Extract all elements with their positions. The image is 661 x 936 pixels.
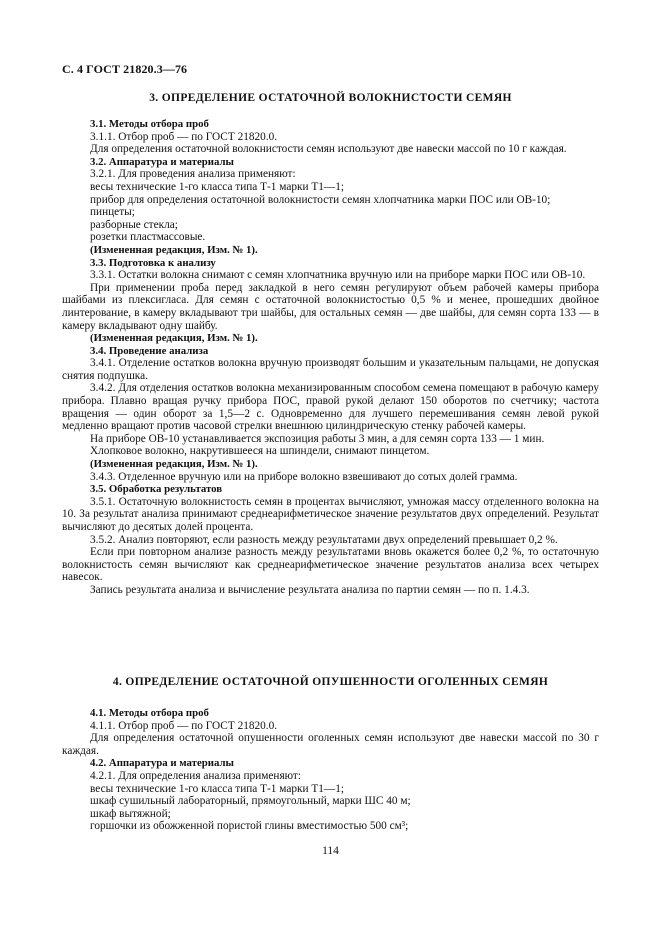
paragraph: 3.3.1. Остатки волокна снимают с семян хлопчатника вручную или на приборе марки ПОС или ОВ-10. <box>90 269 586 282</box>
edition-note: (Измененная редакция, Изм. № 1). <box>90 243 258 256</box>
edition-note: (Измененная редакция, Изм. № 1). <box>90 458 258 471</box>
list-item: шкаф сушильный лабораторный, прямоугольный, марки ШС 40 м; <box>90 795 411 808</box>
page-number: 114 <box>322 845 339 857</box>
list-item: прибор для определения остаточной волокнистости семян хлопчатника марки ПОС или ОВ-10; <box>90 193 551 206</box>
paragraph: При применении проба перед закладкой в него семян регулируют объем рабочей камеры прибора шайбами из плексигласа. Для семян с остаточной волокнистостью 0,5 % и менее, прошедших двойное линтерование, в камеру вкладывают три шайбы, для остальных семян — две шайбы, для семян сорта 133 — в камеру вкладывают одну шайбу. <box>62 281 599 332</box>
list-item: горшочки из обожженной пористой глины вместимостью 500 см³; <box>90 820 409 833</box>
list-item: весы технические 1-го класса типа Т-1 марки Т1—1; <box>90 782 345 795</box>
subheading: 3.4. Проведение анализа <box>90 344 209 357</box>
list-item: весы технические 1-го класса типа Т-1 марки Т1—1; <box>90 180 345 193</box>
paragraph: Хлопковое волокно, накрутившееся на шпиндели, снимают пинцетом. <box>90 445 430 458</box>
page-header: С. 4 ГОСТ 21820.3—76 <box>62 62 188 76</box>
list-item: пинцеты; <box>90 206 135 219</box>
section-3-title: 3. ОПРЕДЕЛЕНИЕ ОСТАТОЧНОЙ ВОЛОКНИСТОСТИ СЕМЯН <box>149 92 512 104</box>
paragraph: Для определения остаточной опушенности оголенных семян используют две навески массой по 30 г каждая. <box>62 732 599 757</box>
section-4-body <box>62 707 599 833</box>
paragraph: На приборе ОВ-10 устанавливается экспозиция работы 3 мин, а для семян сорта 133 — 1 мин. <box>90 432 545 445</box>
subheading: 4.1. Методы отбора проб <box>90 707 209 719</box>
section-4-title: 4. ОПРЕДЕЛЕНИЕ ОСТАТОЧНОЙ ОПУШЕННОСТИ ОГОЛЕННЫХ СЕМЯН <box>112 676 549 688</box>
subheading: 3.2. Аппаратура и материалы <box>90 155 234 168</box>
section-3-body <box>62 118 599 597</box>
paragraph: 3.2.1. Для проведения анализа применяют: <box>90 168 296 181</box>
edition-note: (Измененная редакция, Изм. № 1). <box>90 332 258 345</box>
paragraph: 3.4.1. Отделение остатков волокна вручную производят большим и указательным пальцами, не допуская снятия подпушка. <box>62 357 599 382</box>
subheading: 3.1. Методы отбора проб <box>90 118 209 130</box>
subheading: 4.2. Аппаратура и материалы <box>90 757 234 770</box>
subheading: 3.3. Подготовка к анализу <box>90 256 216 269</box>
paragraph: 4.1.1. Отбор проб — по ГОСТ 21820.0. <box>90 719 278 732</box>
list-item: розетки пластмассовые. <box>90 231 206 244</box>
paragraph: Запись результата анализа и вычисление результата анализа по партии семян — по п. 1.4.3. <box>90 583 530 596</box>
list-item: шкаф вытяжной; <box>90 807 171 820</box>
paragraph: 3.4.2. Для отделения остатков волокна механизированным способом семена помещают в рабочую камеру прибора. Плавно вращая ручку прибора ПОС, правой рукой делают 150 оборотов по счетчику; частота вращения — один оборот за 1,5—2 с. Одновременно для лучшего перемешивания семян левой рукой медленно вращают против часовой стрелки внешнюю цилиндрическую стенку рабочей камеры. <box>62 382 599 433</box>
list-item: разборные стекла; <box>90 218 178 231</box>
paragraph: Если при повторном анализе разность между результатами вновь окажется более 0,2 %, то остаточную волокнистость семян вычисляют как среднеарифметическое значение результатов анализа всех четырех навесок. <box>62 546 599 584</box>
paragraph: 3.5.2. Анализ повторяют, если разность между результатами двух определений превышает 0,2 %. <box>90 533 558 546</box>
paragraph: 3.1.1. Отбор проб — по ГОСТ 21820.0. <box>90 130 278 143</box>
paragraph: Для определения остаточной волокнистости семян используют две навески массой по 10 г каждая. <box>90 143 567 156</box>
paragraph: 3.4.3. Отделенное вручную или на приборе волокно взвешивают до сотых долей грамма. <box>90 470 518 483</box>
subheading: 3.5. Обработка результатов <box>90 483 223 496</box>
paragraph: 3.5.1. Остаточную волокнистость семян в процентах вычисляют, умножая массу отделенного волокна на 10. За результат анализа принимают среднеарифметическое значение результатов двух определений. Результат вычисляют до десятых долей процента. <box>62 495 599 533</box>
paragraph: 4.2.1. Для определения анализа применяют: <box>90 769 302 782</box>
